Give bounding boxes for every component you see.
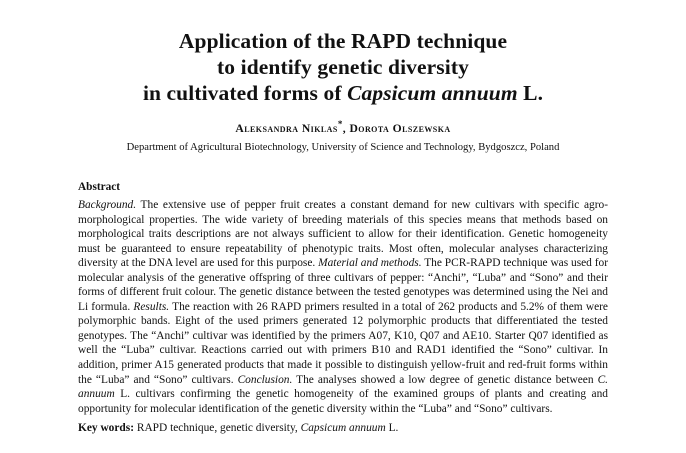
keywords-text-after: L. xyxy=(385,422,399,435)
abstract-section xyxy=(0,154,686,436)
abstract-label-conclusion: Conclusion. xyxy=(237,373,293,386)
abstract-text-conclusion-part1: The analyses showed a low degree of genetic distance between xyxy=(292,373,598,386)
paper-title xyxy=(0,0,686,106)
abstract-text xyxy=(78,198,608,416)
author-list xyxy=(0,119,686,136)
title-species-name: Capsicum annuum xyxy=(347,81,518,105)
keywords-line xyxy=(78,421,608,436)
title-line-1: Application of the RAPD technique xyxy=(178,29,508,53)
abstract-text-conclusion-part2: L. cultivars confirming the genetic homogeneity of the examined groups of plants and creating and opportunity for molecular identification of the genetic diversity within the “Luba” and “Sono” cultivars. xyxy=(78,388,608,415)
abstract-label-background: Background. xyxy=(78,199,137,211)
title-line-3-prefix: in cultivated forms of xyxy=(142,81,348,105)
abstract-label-results: Results. xyxy=(133,300,170,313)
corresponding-author-marker: * xyxy=(337,119,343,130)
title-species-authority: L. xyxy=(517,81,544,105)
author-first: Aleksandra Niklas xyxy=(235,122,338,135)
author-affiliation: Department of Agricultural Biotechnology, University of Science and Technology, Bydgoszcz, Poland xyxy=(126,142,560,153)
author-second: , Dorota Olszewska xyxy=(342,122,451,135)
abstract-text-methods: The PCR-RAPD technique was used for molecular analysis of the generative offspring of three cultivars of pepper: “Anchi”, “Luba” and “Sono” and their forms of different fruit colour. The genetic distance between the tested genotypes was determined using the Nei and Li formula. xyxy=(78,257,609,313)
title-line-2: to identify genetic diversity xyxy=(217,55,469,79)
keywords-species-name: Capsicum annuum xyxy=(300,422,386,435)
abstract-heading: Abstract xyxy=(78,181,121,193)
abstract-species-name: C. annuum xyxy=(78,373,609,401)
keywords-text-before: RAPD technique, genetic diversity, xyxy=(134,422,301,435)
abstract-text-background: The extensive use of pepper fruit creates a constant demand for new cultivars with specific agro-morphological properties. The wide variety of breeding materials of this species means that methods based on morphological traits descriptions are not always sufficient to allow for their identification. Genetic homogeneity must be guaranteed to ensure repeatability of phenotypic traits. Most often, molecular analyses characterizing diversity at the DNA level are used for this purpose. xyxy=(78,199,608,270)
keywords-heading: Key words: xyxy=(78,422,134,435)
title-line-3 xyxy=(60,80,626,106)
abstract-label-methods: Material and methods. xyxy=(318,257,422,270)
abstract-text-results: The reaction with 26 RAPD primers resulted in a total of 262 products and 5.2% of them were polymorphic bands. Eight of the used primers generated 12 polymorphic products that differentiated the tested genotypes. The “Anchi” cultivar was identified by the primers A07, K10, Q07 and AE10. Starter Q07 identified as well the “Luba” cultivar. Reactions carried out with primers B10 and RAD1 identified the “Sono” cultivar. In addition, primer A15 generated products that made it possible to distinguish yellow-fruit and red-fruit forms within the “Luba” and “Sono” cultivars. xyxy=(78,300,608,386)
